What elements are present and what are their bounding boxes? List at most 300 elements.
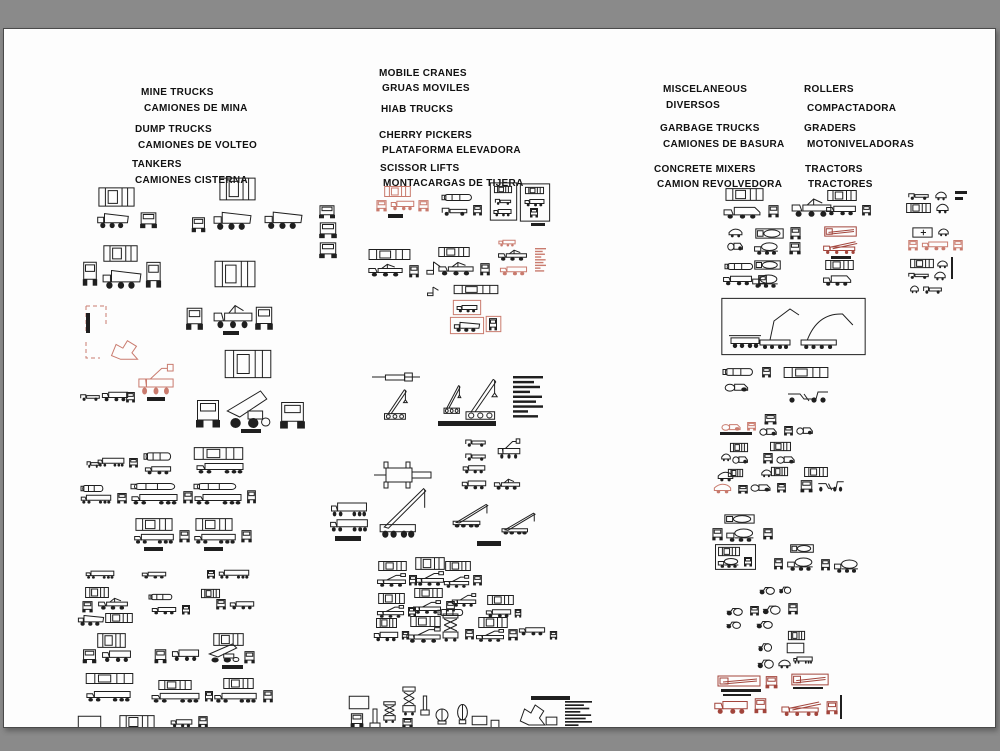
cad-block-side[interactable]: [713, 697, 749, 715]
cad-block-front[interactable]: [787, 603, 799, 615]
cad-block-top[interactable]: [98, 187, 135, 207]
cad-block-top[interactable]: [453, 285, 499, 294]
section-title-es: MONTACARGAS DE TIJERA: [383, 178, 524, 189]
cad-block-front[interactable]: [763, 414, 778, 425]
cad-block-side[interactable]: [462, 463, 486, 474]
cad-block-front[interactable]: [529, 208, 539, 218]
cad-block-front[interactable]: [762, 528, 774, 540]
section-label-rollers: [804, 83, 896, 115]
cad-block-bucket[interactable]: [443, 575, 470, 588]
cad-block-hiab[interactable]: [97, 597, 129, 611]
cad-block-front[interactable]: [317, 242, 339, 259]
cad-block-dumpup[interactable]: [221, 389, 273, 429]
section-label-dump-trucks: [135, 123, 257, 152]
cad-block-front[interactable]: [181, 605, 191, 615]
cad-block-semi[interactable]: [150, 692, 201, 703]
section-title-en: GRADERS: [804, 123, 857, 134]
cad-block-tcrane[interactable]: [450, 500, 494, 528]
cad-block-top[interactable]: [378, 561, 407, 571]
cad-block-bar[interactable]: [144, 547, 163, 551]
cad-block-scissor[interactable]: [402, 686, 416, 717]
cad-block-roller[interactable]: [724, 380, 750, 392]
cad-block-top[interactable]: [445, 561, 471, 571]
cad-block-front[interactable]: [773, 558, 784, 570]
cad-block-dump[interactable]: [453, 320, 481, 333]
cad-block-car[interactable]: [937, 260, 948, 268]
cad-block-bucket[interactable]: [451, 593, 477, 607]
cad-block-front[interactable]: [206, 570, 216, 579]
cad-block-lift[interactable]: [420, 694, 430, 716]
cad-block-lift[interactable]: [369, 707, 381, 728]
cad-block-top[interactable]: [414, 588, 443, 598]
cad-block-front[interactable]: [952, 240, 964, 251]
cad-block-top[interactable]: [771, 467, 788, 476]
section-title-es: TRACTORES: [808, 179, 873, 190]
section-label-mine-trucks: [141, 86, 248, 115]
cad-block-front[interactable]: [375, 200, 388, 212]
cad-block-vbar[interactable]: [951, 257, 953, 279]
cad-block-front[interactable]: [317, 205, 337, 219]
cad-block-ambtop[interactable]: [912, 227, 933, 238]
cad-block-top[interactable]: [788, 631, 805, 640]
cad-block-ladside[interactable]: [822, 240, 858, 254]
cad-block-tractor[interactable]: [725, 619, 742, 629]
cad-block-front[interactable]: [246, 490, 257, 504]
cad-block-roller[interactable]: [776, 453, 796, 464]
cad-block-front[interactable]: [776, 483, 787, 493]
cad-block-hiab[interactable]: [493, 478, 521, 491]
cad-block-tank[interactable]: [442, 193, 473, 202]
cad-block-front[interactable]: [764, 676, 779, 689]
cad-block-front[interactable]: [81, 601, 94, 613]
cad-block-front[interactable]: [799, 480, 814, 493]
cad-block-tractor[interactable]: [778, 584, 792, 594]
cad-block-car[interactable]: [935, 191, 947, 200]
cad-block-bar[interactable]: [388, 214, 403, 218]
cad-block-front[interactable]: [749, 606, 760, 616]
cad-block-front[interactable]: [488, 318, 498, 331]
cad-block-bucket[interactable]: [376, 605, 405, 618]
cad-block-top[interactable]: [725, 188, 764, 201]
cad-block-side[interactable]: [498, 238, 516, 247]
cad-block-tcrane[interactable]: [376, 479, 434, 539]
cad-block-bar[interactable]: [222, 665, 243, 669]
section-title-es: PLATAFORMA ELEVADORA: [382, 145, 521, 156]
cad-block-front[interactable]: [783, 426, 794, 436]
cad-block-bar[interactable]: [955, 197, 963, 200]
cad-block-semi[interactable]: [130, 493, 179, 505]
cad-block-roller[interactable]: [732, 453, 749, 464]
cad-block-side[interactable]: [825, 203, 857, 216]
cad-block-text[interactable]: [565, 701, 592, 728]
cad-block-dump[interactable]: [77, 613, 105, 627]
cad-block-top[interactable]: [410, 616, 441, 627]
cad-block-tank[interactable]: [194, 482, 238, 491]
cad-block-top[interactable]: [201, 589, 220, 598]
cad-block-roller[interactable]: [721, 421, 742, 431]
cad-block-sketch[interactable]: [107, 337, 141, 363]
cad-block-top[interactable]: [135, 518, 173, 531]
cad-block-front[interactable]: [762, 453, 774, 464]
cad-block-semi[interactable]: [85, 570, 115, 579]
cad-block-front[interactable]: [277, 401, 308, 430]
cad-block-top[interactable]: [910, 259, 934, 268]
cad-block-top[interactable]: [376, 618, 397, 628]
cad-block-pumpup[interactable]: [757, 303, 801, 349]
cad-block-top[interactable]: [97, 633, 126, 648]
cad-block-mixer[interactable]: [717, 557, 741, 568]
cad-block-bar[interactable]: [831, 256, 851, 259]
cad-block-side[interactable]: [151, 605, 177, 615]
cad-block-front[interactable]: [820, 559, 831, 571]
cad-block-hiab[interactable]: [212, 303, 254, 331]
cad-block-bar[interactable]: [438, 421, 496, 426]
cad-block-side[interactable]: [144, 464, 172, 475]
cad-block-ladtop[interactable]: [717, 675, 761, 687]
cad-block-dumpup[interactable]: [205, 643, 241, 663]
cad-block-front[interactable]: [907, 240, 919, 251]
cad-block-pickup[interactable]: [79, 392, 101, 401]
cad-block-top[interactable]: [368, 249, 411, 260]
cad-block-front[interactable]: [81, 261, 99, 287]
cad-block-front[interactable]: [144, 261, 163, 289]
cad-block-tcrane[interactable]: [499, 509, 541, 535]
cad-block-bar[interactable]: [241, 429, 261, 433]
cad-block-top[interactable]: [193, 447, 244, 460]
cad-block-car[interactable]: [938, 228, 949, 236]
cad-block-semi[interactable]: [193, 533, 237, 544]
cad-block-mixer[interactable]: [786, 556, 816, 571]
cad-block-frame[interactable]: [78, 716, 101, 728]
cad-block-front[interactable]: [761, 367, 772, 378]
cad-block-crawler[interactable]: [375, 385, 413, 422]
cad-block-front[interactable]: [193, 399, 223, 429]
cad-block-round[interactable]: [434, 707, 450, 725]
cad-block-pickup[interactable]: [907, 271, 930, 279]
cad-block-top[interactable]: [223, 678, 254, 689]
cad-block-pumparc[interactable]: [799, 307, 857, 349]
cad-block-semi[interactable]: [329, 518, 369, 532]
cad-block-bar[interactable]: [223, 331, 239, 335]
section-title-en: MOBILE CRANES: [379, 68, 467, 79]
cad-block-side[interactable]: [390, 198, 415, 211]
drawing-sheet[interactable]: [3, 28, 996, 728]
cad-block-dump[interactable]: [212, 208, 253, 232]
cad-block-mixer[interactable]: [751, 273, 781, 288]
cad-block-tank[interactable]: [149, 593, 173, 601]
cad-block-side[interactable]: [499, 264, 528, 276]
cad-block-roller[interactable]: [750, 481, 772, 492]
cad-block-front[interactable]: [128, 458, 139, 468]
cad-block-semi[interactable]: [193, 493, 243, 505]
cad-block-semi[interactable]: [195, 462, 245, 474]
cad-block-top[interactable]: [158, 680, 192, 690]
cad-block-front[interactable]: [401, 718, 414, 728]
cad-block-top[interactable]: [105, 613, 133, 623]
cad-block-pickup[interactable]: [907, 191, 930, 200]
cad-block-front[interactable]: [215, 599, 227, 610]
cad-block-side[interactable]: [493, 207, 512, 217]
cad-block-front[interactable]: [514, 609, 522, 618]
cad-block-frame[interactable]: [491, 720, 499, 728]
cad-block-mixer[interactable]: [725, 527, 757, 542]
cad-block-pickup[interactable]: [494, 197, 512, 205]
cad-block-mixtop[interactable]: [790, 544, 814, 553]
cad-block-tank[interactable]: [723, 367, 754, 377]
cad-block-frame[interactable]: [546, 717, 557, 725]
cad-block-dump[interactable]: [263, 208, 304, 231]
cad-block-semi[interactable]: [218, 569, 250, 579]
cad-block-bar[interactable]: [723, 694, 751, 696]
cad-block-sketch[interactable]: [516, 701, 548, 728]
cad-block-stub[interactable]: [426, 285, 440, 297]
cad-block-front[interactable]: [190, 217, 207, 233]
cad-block-bar[interactable]: [477, 541, 501, 546]
cad-block-vbar[interactable]: [840, 695, 842, 719]
cad-block-side[interactable]: [461, 478, 487, 490]
cad-block-top[interactable]: [478, 617, 508, 628]
cad-block-bucket[interactable]: [376, 573, 407, 587]
cad-block-bar[interactable]: [955, 191, 967, 194]
cad-block-car[interactable]: [936, 203, 949, 213]
cad-block-tank[interactable]: [725, 262, 754, 271]
section-title-en: TRACTORS: [805, 164, 863, 175]
cad-block-bar[interactable]: [335, 536, 361, 541]
cad-block-side[interactable]: [170, 717, 193, 728]
cad-block-ladtop[interactable]: [824, 226, 857, 237]
cad-block-semi[interactable]: [213, 692, 258, 703]
cad-block-mixer[interactable]: [753, 241, 781, 255]
cad-block-top[interactable]: [730, 443, 748, 452]
cad-block-frame[interactable]: [472, 716, 487, 725]
cad-block-pickup[interactable]: [464, 451, 487, 461]
section-title-en: HIAB TRUCKS: [381, 104, 454, 115]
cad-block-front[interactable]: [408, 265, 420, 278]
cad-block-mixtop[interactable]: [724, 514, 755, 524]
section-label-graders: [804, 122, 914, 151]
cad-block-car[interactable]: [728, 228, 743, 237]
cad-block-top[interactable]: [825, 260, 854, 270]
cad-block-mixtop[interactable]: [754, 260, 781, 270]
cad-block-roller[interactable]: [796, 424, 814, 435]
cad-block-top[interactable]: [195, 518, 233, 531]
cad-block-car[interactable]: [910, 285, 919, 293]
cad-block-front[interactable]: [479, 263, 491, 276]
cad-block-front[interactable]: [81, 649, 98, 664]
cad-block-dump[interactable]: [96, 210, 130, 230]
cad-block-front[interactable]: [746, 422, 757, 431]
cad-block-hiab[interactable]: [437, 261, 475, 277]
section-title-en: TANKERS: [132, 159, 182, 170]
cad-block-bar[interactable]: [531, 223, 545, 226]
cad-block-front[interactable]: [253, 306, 275, 331]
cad-block-front[interactable]: [788, 242, 802, 255]
cad-block-frame[interactable]: [787, 643, 804, 653]
cad-block-roller[interactable]: [759, 425, 778, 436]
cad-block-top[interactable]: [119, 715, 155, 728]
cad-block-garbage[interactable]: [722, 204, 763, 219]
section-title-es: CAMIONES DE VOLTEO: [138, 140, 258, 151]
cad-block-front[interactable]: [317, 222, 339, 239]
cad-block-tank[interactable]: [131, 482, 177, 491]
cad-block-top[interactable]: [718, 547, 740, 556]
cad-block-semi[interactable]: [80, 494, 112, 504]
cad-block-top[interactable]: [438, 247, 470, 257]
cad-block-tractor[interactable]: [755, 618, 774, 629]
cad-block-bar[interactable]: [721, 689, 761, 692]
cad-block-front[interactable]: [767, 205, 780, 218]
cad-block-top[interactable]: [783, 367, 829, 378]
section-label-cherry-pickers: [379, 129, 521, 157]
cad-block-front[interactable]: [737, 485, 749, 494]
cad-block-mixer[interactable]: [833, 558, 861, 573]
cad-block-car[interactable]: [713, 483, 732, 493]
cad-block-side[interactable]: [101, 647, 132, 663]
cad-block-pickup[interactable]: [922, 284, 943, 294]
cad-block-front[interactable]: [116, 493, 128, 504]
cad-block-tractor[interactable]: [725, 605, 744, 616]
cad-block-top[interactable]: [415, 557, 445, 570]
cad-block-side[interactable]: [373, 629, 399, 642]
cad-block-front[interactable]: [464, 629, 475, 640]
cad-block-text[interactable]: [535, 248, 546, 273]
cad-block-bucket[interactable]: [497, 438, 521, 459]
cad-block-front[interactable]: [753, 698, 768, 714]
cad-block-front[interactable]: [861, 205, 872, 216]
cad-block-front[interactable]: [240, 530, 253, 543]
cad-block-top[interactable]: [103, 245, 138, 262]
section-title-es: DIVERSOS: [666, 100, 721, 111]
cad-block-scissor[interactable]: [383, 701, 396, 724]
cad-block-grader[interactable]: [817, 479, 845, 492]
section-title-es: MOTONIVELADORAS: [807, 139, 915, 150]
cad-block-top[interactable]: [85, 673, 134, 684]
section-title-es: CAMIONES CISTERNA: [135, 175, 248, 186]
cad-block-mixtop[interactable]: [755, 228, 784, 239]
cad-block-front[interactable]: [262, 690, 274, 703]
cad-block-hiab[interactable]: [367, 263, 404, 278]
cad-block-top[interactable]: [770, 442, 791, 451]
cad-block-front[interactable]: [178, 530, 191, 543]
cad-block-bar[interactable]: [793, 687, 823, 689]
cad-block-bucket[interactable]: [475, 629, 505, 642]
cad-block-dump[interactable]: [101, 266, 143, 291]
cad-block-tractor[interactable]: [757, 640, 773, 652]
cad-block-top[interactable]: [378, 593, 405, 604]
cad-block-front[interactable]: [125, 392, 136, 403]
cad-block-pickup[interactable]: [440, 205, 469, 216]
cad-block-side[interactable]: [722, 273, 753, 286]
cad-block-front[interactable]: [789, 227, 802, 240]
cad-block-front[interactable]: [184, 307, 205, 331]
section-title-en: MINE TRUCKS: [141, 87, 214, 98]
cad-block-frame[interactable]: [349, 696, 369, 709]
section-label-mobile-cranes: [379, 67, 470, 95]
cad-block-semi[interactable]: [330, 501, 368, 517]
cad-block-text[interactable]: [513, 376, 543, 420]
cad-block-tractor[interactable]: [758, 584, 776, 595]
cad-block-bucket[interactable]: [137, 363, 175, 395]
cad-block-tractor[interactable]: [761, 602, 782, 615]
cad-block-crawler[interactable]: [453, 373, 505, 423]
cad-block-front[interactable]: [472, 575, 483, 586]
cad-block-front[interactable]: [711, 528, 724, 541]
cad-block-tank[interactable]: [144, 451, 172, 462]
cad-block-hiab[interactable]: [497, 249, 528, 262]
cad-block-side[interactable]: [141, 570, 167, 579]
cad-block-car[interactable]: [778, 659, 791, 668]
cad-block-side[interactable]: [456, 303, 478, 313]
cad-block-side[interactable]: [524, 197, 545, 207]
cad-block-bucket[interactable]: [414, 571, 445, 586]
cad-block-bucket[interactable]: [405, 627, 442, 643]
cad-block-roller[interactable]: [727, 239, 744, 251]
section-title-es: COMPACTADORA: [807, 103, 897, 114]
cad-block-top[interactable]: [219, 177, 256, 201]
section-label-concrete-mixers: [654, 163, 782, 191]
cad-block-tank[interactable]: [81, 484, 104, 493]
cad-block-semi[interactable]: [793, 656, 813, 664]
cad-block-top[interactable]: [487, 595, 514, 605]
cad-block-ladside[interactable]: [780, 700, 822, 716]
cad-block-front[interactable]: [349, 713, 365, 728]
cad-block-front[interactable]: [138, 212, 159, 229]
cad-block-top[interactable]: [804, 467, 828, 477]
cad-block-side[interactable]: [171, 646, 200, 662]
cad-block-tractor[interactable]: [756, 656, 775, 669]
cad-block-pickup[interactable]: [464, 437, 487, 447]
section-title-en: GARBAGE TRUCKS: [660, 123, 760, 134]
cad-block-vbar[interactable]: [86, 313, 90, 333]
cad-block-top[interactable]: [525, 187, 544, 194]
cad-block-round[interactable]: [456, 702, 469, 725]
cad-block-hboom[interactable]: [372, 372, 420, 382]
cad-block-front[interactable]: [417, 200, 430, 212]
cad-block-front[interactable]: [153, 649, 168, 664]
cad-block-grader[interactable]: [786, 389, 830, 403]
cad-block-front[interactable]: [197, 716, 209, 728]
cad-block-side[interactable]: [229, 599, 255, 610]
cad-block-bar[interactable]: [531, 696, 570, 700]
cad-block-bar[interactable]: [147, 397, 165, 401]
cad-block-side[interactable]: [518, 625, 546, 636]
cad-block-top[interactable]: [384, 186, 411, 197]
cad-block-car[interactable]: [721, 453, 731, 461]
cad-block-front[interactable]: [549, 631, 558, 640]
cad-block-top[interactable]: [728, 469, 743, 477]
cad-block-top[interactable]: [827, 190, 857, 201]
cad-block-side[interactable]: [921, 239, 949, 251]
cad-block-bar[interactable]: [720, 432, 752, 435]
cad-block-ladtop[interactable]: [791, 673, 829, 686]
cad-block-semi[interactable]: [97, 457, 125, 467]
cad-block-bar[interactable]: [204, 547, 223, 551]
cad-block-front[interactable]: [472, 205, 483, 216]
cad-block-semi[interactable]: [133, 533, 175, 544]
cad-block-top[interactable]: [214, 260, 256, 288]
cad-block-front[interactable]: [743, 557, 753, 567]
cad-block-top[interactable]: [494, 186, 512, 193]
cad-block-front[interactable]: [825, 701, 839, 715]
cad-block-front[interactable]: [243, 651, 256, 664]
section-title-en: DUMP TRUCKS: [135, 124, 213, 135]
cad-block-top[interactable]: [224, 349, 272, 379]
cad-block-scissor[interactable]: [442, 613, 459, 643]
cad-block-top[interactable]: [906, 203, 931, 213]
cad-block-car[interactable]: [934, 271, 946, 280]
cad-block-semi[interactable]: [85, 690, 132, 702]
cad-block-garbage[interactable]: [822, 273, 853, 286]
